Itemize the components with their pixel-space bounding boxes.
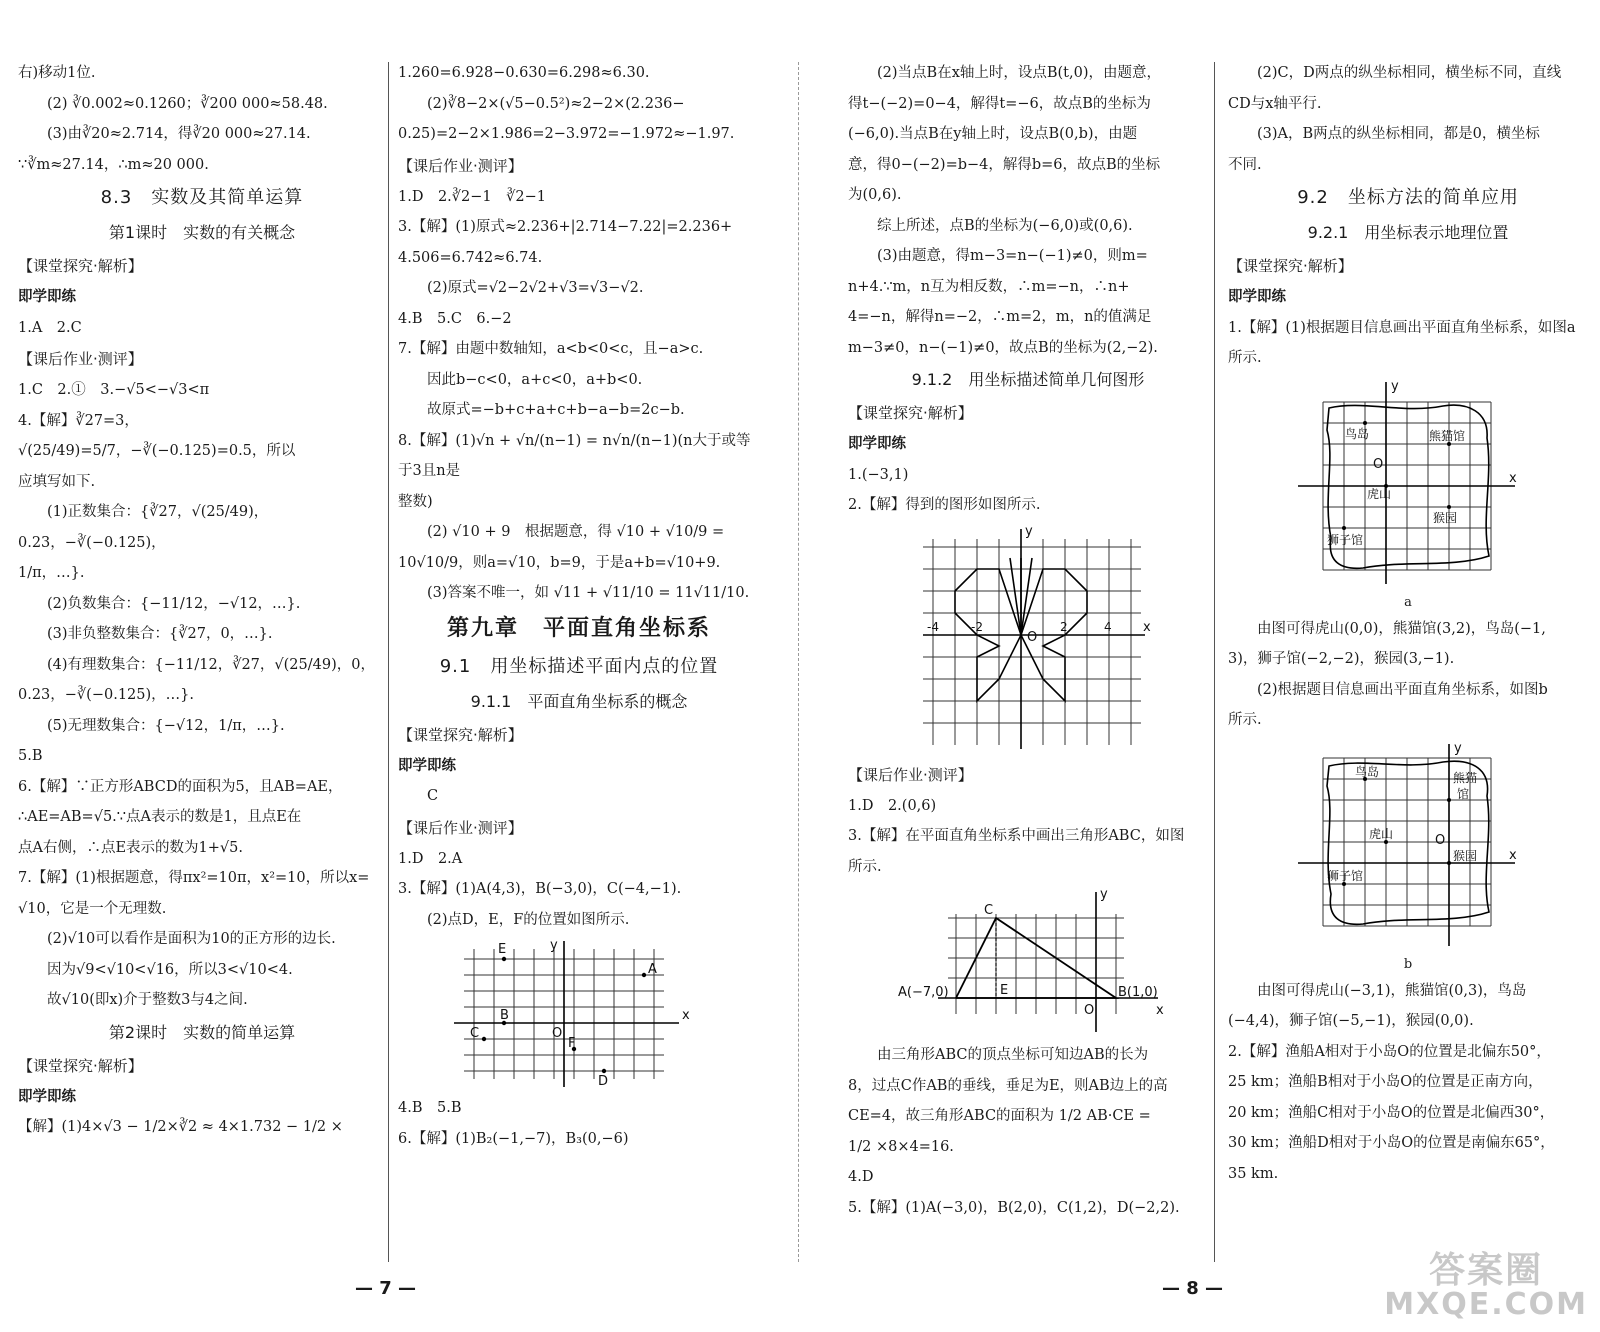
answer-line: 3.【解】(1)原式≈2.236+|2.714−7.22|=2.236+ bbox=[398, 219, 733, 235]
place-label: 虎山 bbox=[1367, 486, 1392, 501]
answer-line: 4.B 5.C 6.−2 bbox=[398, 310, 512, 327]
section-title: 9.2 坐标方法的简单应用 bbox=[1297, 187, 1519, 208]
text-line: 故√10(即x)介于整数3与4之间. bbox=[47, 992, 248, 1008]
tick-label: 4 bbox=[1104, 619, 1112, 634]
text-line: 35 km. bbox=[1228, 1165, 1279, 1182]
watermark bbox=[1384, 1250, 1588, 1322]
point-label: B bbox=[500, 1008, 509, 1023]
column-3 bbox=[848, 58, 1208, 1223]
answer-line: 7.【解】(1)根据题意，得πx²=10π，x²=10，所以x= bbox=[18, 870, 370, 886]
section-tag: 【课堂探究·解析】 bbox=[398, 725, 523, 744]
point-label: F bbox=[568, 1036, 576, 1051]
answer-line: 3.【解】(1)A(4,3)，B(−3,0)，C(−4,−1). bbox=[398, 881, 682, 897]
subheading: 即学即练 bbox=[18, 1088, 76, 1105]
zoo-map-b bbox=[1293, 740, 1523, 950]
text-line: (−4,4)，狮子馆(−5,−1)，猴园(0,0). bbox=[1228, 1013, 1474, 1029]
text-line: 右)移动1位. bbox=[18, 65, 96, 81]
text-line: (2)当点B在x轴上时，设点B(t,0)，由题意， bbox=[877, 65, 1162, 81]
column-divider bbox=[1214, 62, 1215, 1262]
text-line: (3)由题意，得m−3=n−(−1)≠0，则m= bbox=[877, 248, 1148, 264]
text-line: (−6,0).当点B在y轴上时，设点B(0,b)，由题 bbox=[848, 126, 1138, 142]
axis-label-y: y bbox=[1100, 887, 1108, 902]
text-line: 20 km；渔船C相对于小岛O的位置是北偏西30°， bbox=[1228, 1104, 1555, 1121]
text-line: 30 km；渔船D相对于小岛O的位置是南偏东65°， bbox=[1228, 1135, 1555, 1151]
subheading: 即学即练 bbox=[848, 436, 906, 452]
answer-line: 【解】(1)4×√3 − 1/2×∛2 ≈ 4×1.732 − 1/2 × bbox=[18, 1119, 343, 1135]
watermark-url: MXQE.COM bbox=[1384, 1287, 1588, 1322]
subsection-title: 9.2.1 用坐标表示地理位置 bbox=[1307, 223, 1509, 242]
axis-label-y: y bbox=[1391, 378, 1399, 394]
place-label: 鸟岛 bbox=[1355, 764, 1380, 779]
chapter-title: 第九章 平面直角坐标系 bbox=[446, 615, 711, 641]
triangle-figure bbox=[888, 886, 1168, 1036]
text-line: (1)正数集合：{∛27，√(25/49)，0.23，−∛(−0.125)， bbox=[18, 504, 269, 551]
text-line: 由图可得虎山(0,0)，熊猫馆(3,2)，鸟岛(−1, bbox=[1257, 620, 1546, 637]
column-4 bbox=[1228, 58, 1588, 1189]
text-line: ∴AE=AB=√5.∵点A表示的数是1，且点E在 bbox=[18, 809, 302, 825]
section-tag: 【课堂探究·解析】 bbox=[848, 404, 973, 422]
text-line: 所示. bbox=[848, 858, 882, 875]
watermark-logo: 答案圈 bbox=[1429, 1250, 1544, 1291]
section-title: 9.1 用坐标描述平面内点的位置 bbox=[439, 655, 719, 677]
text-line: 由图可得虎山(−3,1)，熊猫馆(0,3)，鸟岛 bbox=[1257, 982, 1527, 999]
section-tag: 【课堂探究·解析】 bbox=[18, 1056, 143, 1075]
answer-line: 2.【解】渔船A相对于小岛O的位置是北偏东50°， bbox=[1228, 1043, 1551, 1060]
answer-line: C bbox=[427, 788, 439, 804]
axis-label-y: y bbox=[550, 939, 558, 953]
figure-caption: a bbox=[1404, 594, 1412, 610]
text-line: (4)有理数集合：{−11/12，∛27，√(25/49)，0， bbox=[47, 656, 375, 673]
text-line: CE=4，故三角形ABC的面积为 1/2 AB·CE = bbox=[848, 1108, 1151, 1124]
tick-label: -4 bbox=[927, 619, 939, 634]
origin-label: O bbox=[1027, 629, 1038, 645]
text-line: √10，它是一个无理数. bbox=[18, 900, 167, 917]
text-line: ∵∛m≈27.14，∴m≈20 000. bbox=[18, 156, 209, 173]
text-line: 0.25)=2−2×1.986=2−3.972=−1.972≈−1.97. bbox=[398, 126, 735, 142]
origin-label: O bbox=[1435, 832, 1446, 848]
text-line: (2)点D，E，F的位置如图所示. bbox=[427, 911, 630, 928]
place-label: 狮子馆 bbox=[1327, 532, 1364, 547]
place-label: 虎山 bbox=[1369, 826, 1394, 841]
text-line: 由三角形ABC的顶点坐标可知边AB的长为 bbox=[877, 1047, 1149, 1063]
text-line: 故原式=−b+c+a+c+b−a−b=2c−b. bbox=[427, 402, 685, 418]
answer-line: 4.B 5.B bbox=[398, 1100, 462, 1116]
text-line: 4.506=6.742≈6.74. bbox=[398, 249, 543, 266]
answer-line: 1.【解】(1)根据题目信息画出平面直角坐标系，如图a bbox=[1228, 319, 1576, 336]
place-label: 猴园 bbox=[1433, 510, 1458, 525]
answer-line: 1.D 2.A bbox=[398, 850, 463, 867]
text-line: 因此b−c<0，a+c<0，a+b<0. bbox=[427, 371, 643, 388]
place-label: 熊猫馆 bbox=[1429, 428, 1466, 443]
answer-line: 6.【解】(1)B₂(−1,−7)，B₃(0,−6) bbox=[398, 1130, 629, 1147]
text-line: (3)由∛20≈2.714，得∛20 000≈27.14. bbox=[47, 126, 311, 142]
text-line: 1/π，…}. bbox=[18, 565, 85, 581]
origin-label: O bbox=[1084, 1003, 1095, 1018]
text-line: 10√10/9，则a=√10，b=9，于是a+b=√10+9. bbox=[398, 554, 721, 571]
text-line: 所示. bbox=[1228, 350, 1262, 366]
text-line: (2)C，D两点的纵坐标相同，横坐标不同，直线 bbox=[1257, 65, 1562, 81]
section-tag: 【课后作业·测评】 bbox=[398, 818, 523, 837]
answer-line: 1.D 2.(0,6) bbox=[848, 797, 937, 814]
section-tag: 【课后作业·测评】 bbox=[18, 350, 143, 368]
zoo-map-a bbox=[1293, 378, 1523, 588]
column-2 bbox=[398, 58, 760, 1154]
origin-label: O bbox=[552, 1026, 563, 1041]
place-label: 熊猫 bbox=[1453, 770, 1478, 785]
origin-label: O bbox=[1373, 456, 1384, 472]
tick-label: 2 bbox=[1060, 619, 1068, 634]
subheading: 即学即练 bbox=[18, 289, 76, 305]
section-tag: 【课后作业·测评】 bbox=[398, 156, 523, 175]
subheading: 即学即练 bbox=[1228, 289, 1286, 305]
point-label: D bbox=[598, 1074, 609, 1089]
text-line: 因为√9<√10<√16，所以3<√10<4. bbox=[47, 961, 293, 978]
page-number-right: — 8 — bbox=[1162, 1278, 1224, 1299]
text-line: (2)负数集合：{−11/12，−√12，…}. bbox=[47, 595, 301, 612]
answer-line: 1.D 2.∛2−1 ∛2−1 bbox=[398, 188, 546, 205]
section-tag: 【课后作业·测评】 bbox=[848, 765, 973, 784]
axis-label-x: x bbox=[1143, 619, 1151, 635]
answer-line: 5.B bbox=[18, 748, 43, 764]
text-line: (3)A，B两点的纵坐标相同，都是0，横坐标 bbox=[1257, 126, 1540, 142]
text-line: 8，过点C作AB的垂线，垂足为E，则AB边上的高 bbox=[848, 1077, 1168, 1094]
text-line: (2) ∛0.002≈0.1260；∛200 000≈58.48. bbox=[47, 95, 328, 112]
tick-label: -2 bbox=[971, 619, 983, 634]
text-line: m−3≠0，n−(−1)≠0，故点B的坐标为(2,−2). bbox=[848, 339, 1158, 356]
section-tag: 【课堂探究·解析】 bbox=[1228, 257, 1353, 275]
text-line: 综上所述，点B的坐标为(−6,0)或(0,6). bbox=[877, 217, 1133, 234]
text-line: (2)∛8−2×(√5−0.5²)≈2−2×(2.236− bbox=[427, 95, 685, 112]
text-line: 1/2 ×8×4=16. bbox=[848, 1138, 954, 1155]
text-line: n+4.∵m，n互为相反数，∴m=−n，∴n+ bbox=[848, 278, 1130, 295]
column-divider bbox=[388, 62, 389, 1262]
place-label: 猴园 bbox=[1453, 848, 1478, 863]
coordinate-figure-def bbox=[454, 939, 704, 1089]
axis-label-y: y bbox=[1025, 524, 1033, 539]
section-title: 8.3 实数及其简单运算 bbox=[100, 187, 304, 208]
answer-line: 1.C 2.① 3.−√5<−√3<π bbox=[18, 382, 210, 398]
heart-figure bbox=[903, 525, 1153, 755]
point-label: B(1,0) bbox=[1118, 985, 1158, 1000]
text-line: (3)非负整数集合：{∛27，0，…}. bbox=[47, 626, 273, 642]
axis-label-y: y bbox=[1454, 740, 1462, 756]
point-label: C bbox=[984, 903, 994, 918]
answer-line: 3.【解】在平面直角坐标系中画出三角形ABC，如图 bbox=[848, 828, 1185, 844]
axis-label-x: x bbox=[1509, 470, 1517, 486]
text-line: 所示. bbox=[1228, 712, 1262, 728]
answer-line: 4.【解】∛27=3，√(25/49)=5/7，−∛(−0.125)=0.5，所以 bbox=[18, 412, 296, 459]
answer-line: 8.【解】(1)√n + √n/(n−1) = n√n/(n−1)(n大于或等于3且n是 bbox=[398, 432, 751, 479]
axis-label-x: x bbox=[1156, 1003, 1164, 1018]
text-line: 0.23，−∛(−0.125)，…}. bbox=[18, 687, 194, 703]
text-line: (5)无理数集合：{−√12，1/π，…}. bbox=[47, 717, 285, 734]
place-label: 狮子馆 bbox=[1327, 868, 1364, 883]
subsection-title: 9.1.2 用坐标描述简单几何图形 bbox=[911, 370, 1145, 389]
point-label: C bbox=[470, 1026, 480, 1041]
point-label: E bbox=[498, 942, 507, 957]
text-line: 得t−(−2)=0−4，解得t=−6，故点B的坐标为 bbox=[848, 95, 1151, 112]
text-line: 不同. bbox=[1228, 156, 1262, 173]
text-line: 4=−n，解得n=−2，∴m=2，m，n的值满足 bbox=[848, 309, 1152, 325]
text-line: (2)根据题目信息画出平面直角坐标系，如图b bbox=[1257, 681, 1548, 698]
lesson-title: 第2课时 实数的简单运算 bbox=[108, 1022, 296, 1042]
text-line: 意，得0−(−2)=b−4，解得b=6，故点B的坐标 bbox=[848, 156, 1161, 173]
answer-line: 1.(−3,1) bbox=[848, 466, 909, 483]
text-line: 为(0,6). bbox=[848, 187, 902, 203]
text-line: 3)，狮子馆(−2,−2)，猴园(3,−1). bbox=[1228, 651, 1455, 667]
place-label: 鸟岛 bbox=[1345, 426, 1370, 441]
column-divider bbox=[798, 62, 799, 1262]
text-line: 应填写如下. bbox=[18, 473, 96, 490]
text-line: 1.260=6.928−0.630=6.298≈6.30. bbox=[398, 65, 650, 81]
point-label: E bbox=[1000, 983, 1009, 998]
answer-line: 5.【解】(1)A(−3,0)，B(2,0)，C(1,2)，D(−2,2). bbox=[848, 1199, 1180, 1216]
answer-line: 7.【解】由题中数轴知，a<b<0<c，且−a>c. bbox=[398, 341, 704, 357]
text-line: (2)原式=√2−2√2+√3=√3−√2. bbox=[427, 280, 644, 296]
text-line: CD与x轴平行. bbox=[1228, 95, 1322, 112]
subsection-title: 9.1.1 平面直角坐标系的概念 bbox=[470, 691, 688, 711]
text-line: 25 km；渔船B相对于小岛O的位置是正南方向， bbox=[1228, 1074, 1543, 1090]
axis-label-x: x bbox=[1509, 847, 1517, 863]
text-line: (2) √10 + 9 根据题意，得 √10 + √10/9 = bbox=[427, 524, 725, 540]
subheading: 即学即练 bbox=[398, 757, 456, 774]
page-number-left: — 7 — bbox=[355, 1278, 417, 1299]
text-line: (2)√10可以看作是面积为10的正方形的边长. bbox=[47, 931, 336, 947]
answer-line: 1.A 2.C bbox=[18, 319, 82, 336]
text-line: 整数) bbox=[398, 493, 433, 510]
figure-caption: b bbox=[1403, 956, 1413, 972]
answer-line: 4.D bbox=[848, 1169, 874, 1185]
place-label: 馆 bbox=[1457, 786, 1470, 801]
lesson-title: 第1课时 实数的有关概念 bbox=[108, 223, 296, 242]
section-tag: 【课堂探究·解析】 bbox=[18, 257, 143, 275]
point-label: A(−7,0) bbox=[898, 985, 949, 1000]
axis-label-x: x bbox=[682, 1008, 690, 1023]
answer-line: 6.【解】∵正方形ABCD的面积为5，且AB=AE， bbox=[18, 778, 343, 795]
answer-line: 2.【解】得到的图形如图所示. bbox=[848, 497, 1041, 513]
column-1 bbox=[18, 58, 386, 1143]
text-line: 点A右侧，∴点E表示的数为1+√5. bbox=[18, 839, 244, 856]
text-line: (3)答案不唯一，如 √11 + √11/10 = 11√11/10. bbox=[427, 585, 750, 601]
point-label: A bbox=[648, 962, 657, 977]
